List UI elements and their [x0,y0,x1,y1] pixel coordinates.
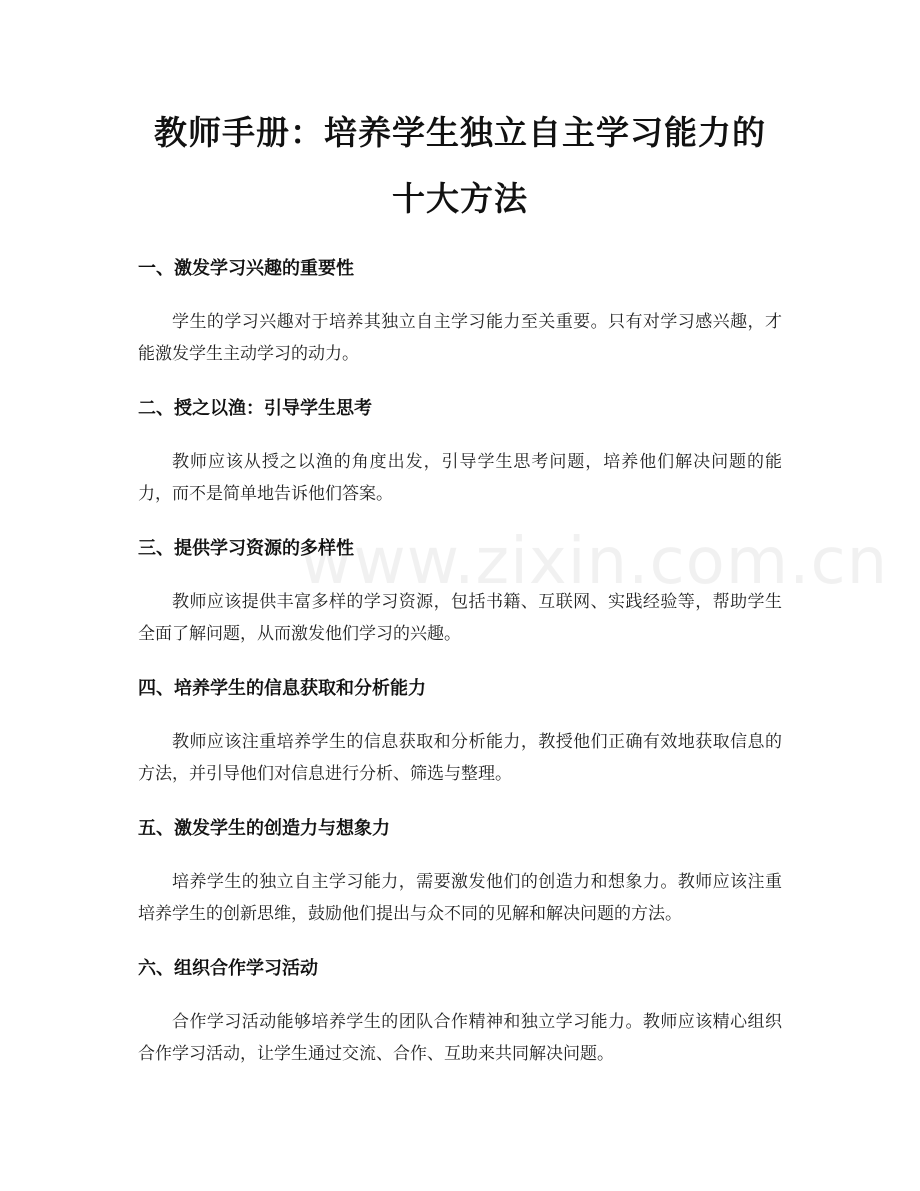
section-heading: 二、授之以渔：引导学生思考 [138,398,372,419]
section-paragraph: 教师应该从授之以渔的角度出发，引导学生思考问题，培养他们解决问题的能力，而不是简单地告诉他们答案。 [138,452,782,504]
page-title: 教师手册：培养学生独立自主学习能力的十大方法 [154,113,766,218]
section-paragraph: 教师应该注重培养学生的信息获取和分析能力，教授他们正确有效地获取信息的方法，并引导他们对信息进行分析、筛选与整理。 [138,732,782,784]
section-heading: 三、提供学习资源的多样性 [138,538,354,559]
section-heading: 五、激发学生的创造力与想象力 [138,818,390,839]
section-6 [138,956,782,1070]
section-1 [138,256,782,370]
section-paragraph: 教师应该提供丰富多样的学习资源，包括书籍、互联网、实践经验等，帮助学生全面了解问题，从而激发他们学习的兴趣。 [138,592,782,644]
section-5 [138,816,782,930]
section-paragraph: 学生的学习兴趣对于培养其独立自主学习能力至关重要。只有对学习感兴趣，才能激发学生主动学习的动力。 [138,312,782,364]
section-paragraph: 合作学习活动能够培养学生的团队合作精神和独立学习能力。教师应该精心组织合作学习活动，让学生通过交流、合作、互助来共同解决问题。 [138,1012,782,1064]
section-4 [138,676,782,790]
watermark: www.zixin.com.cn [300,525,889,599]
section-2 [138,396,782,510]
section-heading: 一、激发学习兴趣的重要性 [138,258,354,279]
section-heading: 四、培养学生的信息获取和分析能力 [138,678,426,699]
section-paragraph: 培养学生的独立自主学习能力，需要激发他们的创造力和想象力。教师应该注重培养学生的创新思维，鼓励他们提出与众不同的见解和解决问题的方法。 [138,872,782,924]
section-3 [138,536,782,650]
section-heading: 六、组织合作学习活动 [138,958,318,979]
